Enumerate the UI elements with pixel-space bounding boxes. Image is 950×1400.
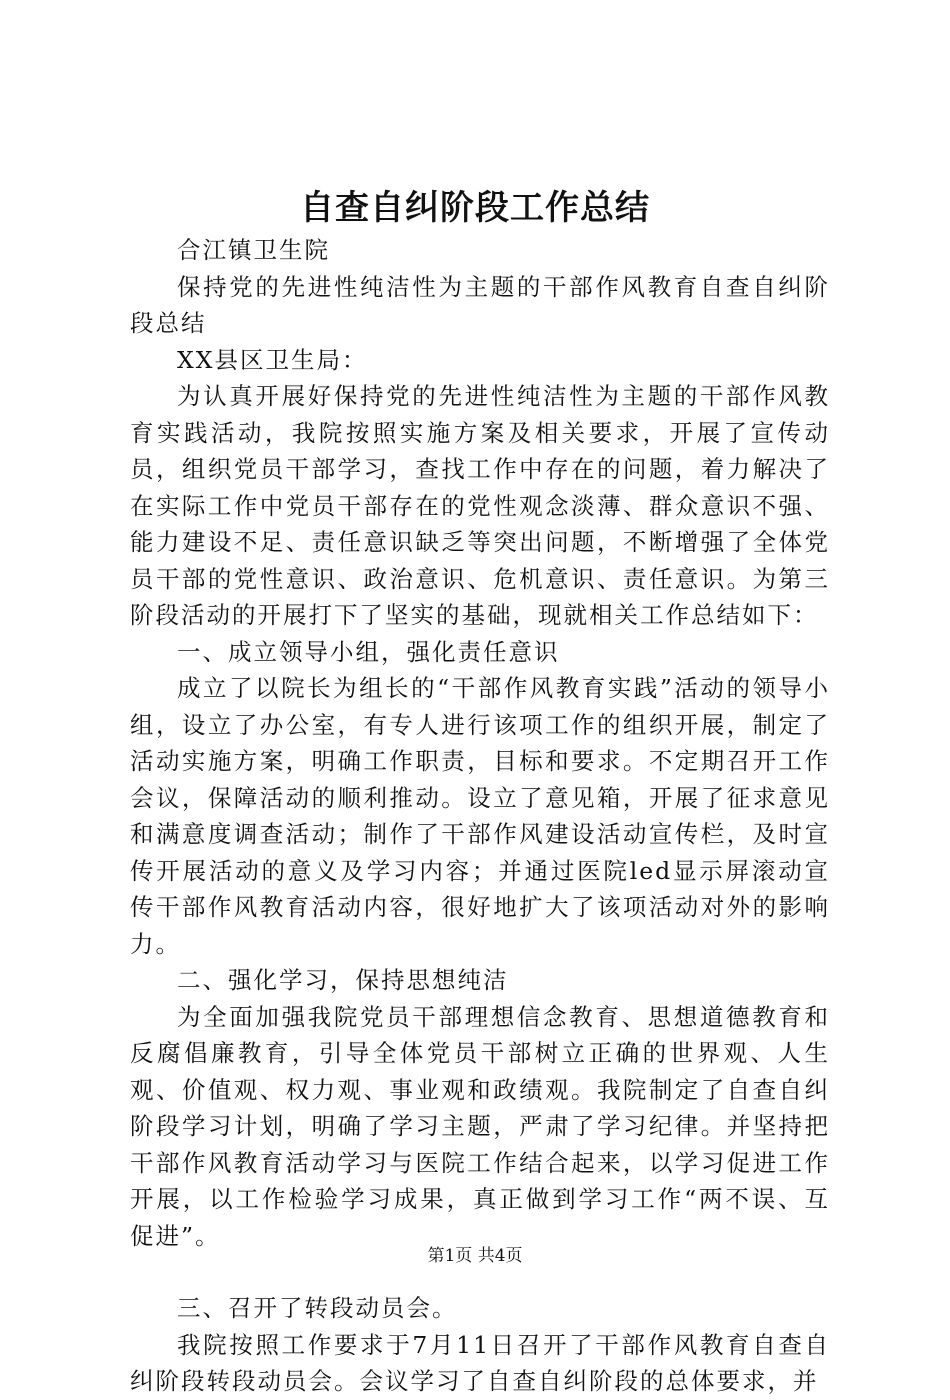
- addressee-line: XX县区卫生局：: [177, 345, 368, 374]
- intro-paragraph: 为认真开展好保持党的先进性纯洁性为主题的干部作风教育实践活动，我院按照实施方案及相关要求，开展了宣传动员，组织党员干部学习，查找工作中存在的问题，着力解决了在实际工作中党员干部存在的党性观念淡薄、群众意识不强、能力建设不足、责任意识缺乏等突出问题，不断增强了全体党员干部的党性意识、政治意识、危机意识、责任意识。为第三阶段活动的开展打下了坚实的基础，现就相关工作总结如下：: [130, 382, 830, 629]
- author-line: 合江镇卫生院: [177, 236, 330, 264]
- document-title: 自查自纠阶段工作总结: [300, 188, 650, 228]
- section-paragraph-3: 我院按照工作要求于7月11日召开了干部作风教育自查自纠阶段转段动员会。会议学习了自查自纠阶段的总体要求，并: [130, 1330, 830, 1395]
- section-paragraph-2: 为全面加强我院党员干部理想信念教育、思想道德教育和反腐倡廉教育，引导全体党员干部树立正确的世界观、人生观、价值观、权力观、事业观和政绩观。我院制定了自查自纠阶段学习计划，明确了学习主题，严肃了学习纪律。并坚持把干部作风教育活动学习与医院工作结合起来，以学习促进工作开展，以工作检验学习成果，真正做到学习工作“两不误、互促进”。: [130, 1002, 830, 1250]
- section-heading-2: 二、强化学习，保持思想纯洁: [177, 966, 509, 994]
- subtitle-line: 保持党的先进性纯洁性为主题的干部作风教育自查自纠阶段总结: [130, 272, 830, 337]
- document-body: [130, 232, 830, 1400]
- section-heading-3: 三、召开了转段动员会。: [177, 1294, 458, 1322]
- section-paragraph-1: 成立了以院长为组长的“干部作风教育实践”活动的领导小组，设立了办公室，有专人进行该项工作的组织开展，制定了活动实施方案，明确工作职责，目标和要求。不定期召开工作会议，保障活动的顺利推动。设立了意见箱，开展了征求意见和满意度调查活动；制作了干部作风建设活动宣传栏，及时宣传开展活动的意义及学习内容；并通过医院led显示屏滚动宣传干部作风教育活动内容，很好地扩大了该项活动对外的影响力。: [130, 674, 830, 958]
- section-heading-1: 一、成立领导小组，强化责任意识: [177, 637, 560, 666]
- page-number-footer: 第1页 共4页: [427, 1246, 523, 1266]
